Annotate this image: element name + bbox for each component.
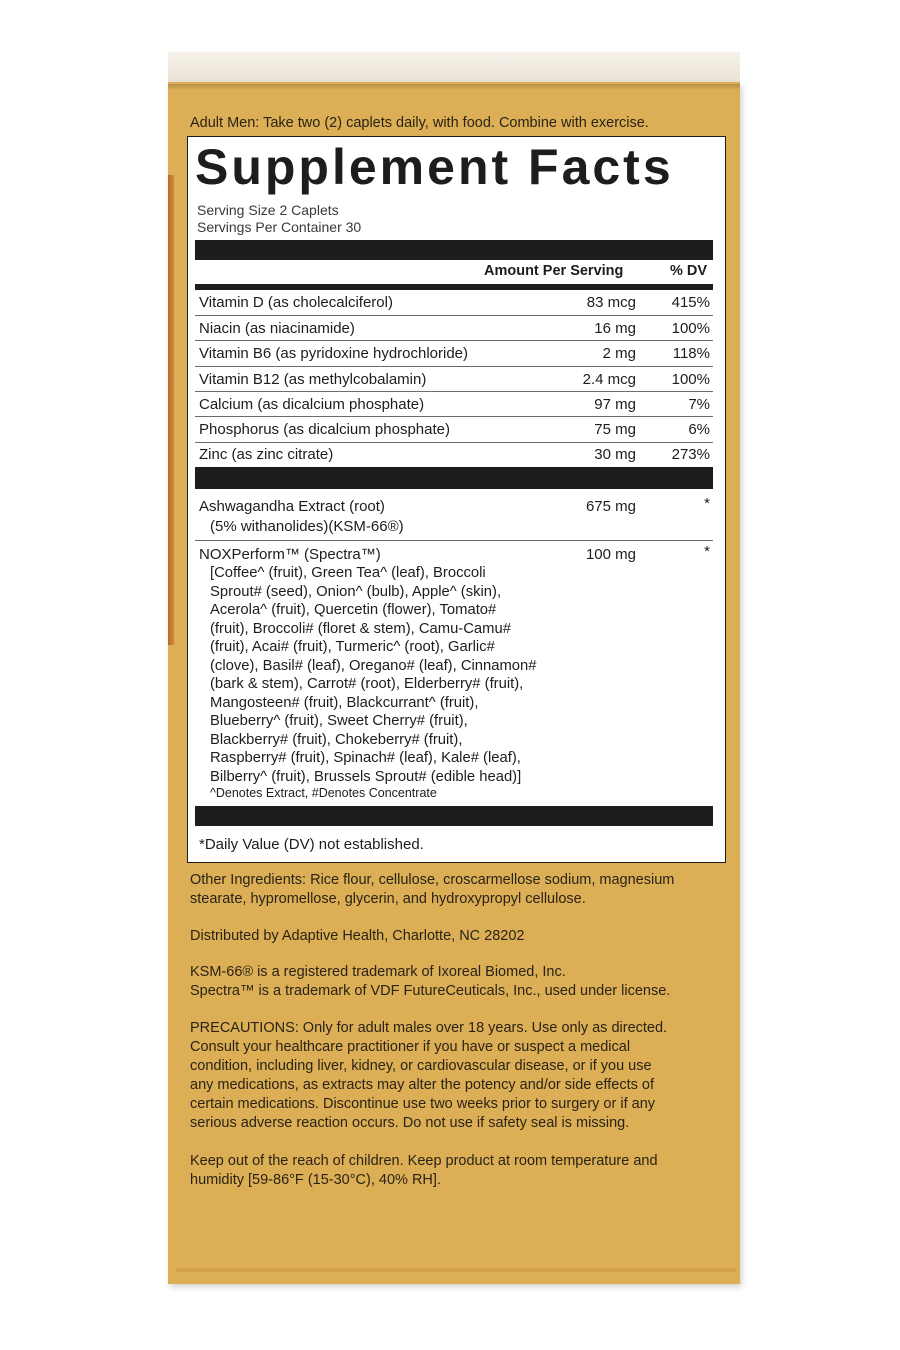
header-amount-per-serving: Amount Per Serving	[484, 263, 624, 279]
blend-ingredient-list	[210, 564, 537, 786]
precautions-line: PRECAUTIONS: Only for adult males over 18 years. Use only as directed.	[190, 1020, 668, 1036]
row-divider	[195, 442, 713, 443]
servings-per-container: Servings Per Container 30	[197, 219, 362, 235]
nutrient-name: Vitamin B12 (as methylcobalamin)	[199, 371, 427, 388]
thick-divider-top	[195, 240, 713, 260]
precautions-line: any medications, as extracts may alter the potency and/or side effects of	[190, 1077, 654, 1093]
row-divider	[195, 340, 713, 341]
storage-line: humidity [59-86°F (15-30°C), 40% RH].	[190, 1172, 441, 1188]
nutrient-dv: 100%	[671, 371, 710, 388]
nutrient-name: Vitamin B6 (as pyridoxine hydrochloride)	[199, 345, 469, 362]
box-top-shadow	[168, 84, 740, 90]
blend-line: Blueberry^ (fruit), Sweet Cherry# (fruit),	[210, 713, 468, 729]
thick-divider-middle	[195, 467, 713, 489]
precautions-line: Consult your healthcare practitioner if you have or suspect a medical	[190, 1039, 631, 1055]
blend-line: [Coffee^ (fruit), Green Tea^ (leaf), Broccoli	[210, 565, 486, 581]
blend-line: (clove), Basil# (leaf), Oregano# (leaf), Cinnamon#	[210, 657, 537, 674]
trademark-line: KSM-66® is a registered trademark of Ixoreal Biomed, Inc.	[190, 964, 566, 980]
trademark-line: Spectra™ is a trademark of VDF FutureCeuticals, Inc., used under license.	[190, 983, 671, 999]
directions-text: Adult Men: Take two (2) caplets daily, with food. Combine with exercise.	[190, 115, 649, 131]
nutrient-amount: 83 mcg	[586, 294, 636, 311]
nutrient-amount: 2.4 mcg	[582, 371, 636, 388]
nutrient-amount: 75 mg	[594, 421, 636, 438]
row-divider	[195, 315, 713, 316]
nutrient-name: Calcium (as dicalcium phosphate)	[199, 396, 425, 413]
ashwagandha-name: Ashwagandha Extract (root)	[199, 498, 385, 515]
nutrient-dv: 118%	[672, 345, 710, 362]
precautions-line: certain medications. Discontinue use two weeks prior to surgery or if any	[190, 1096, 656, 1112]
blend-footnote: ^Denotes Extract, #Denotes Concentrate	[210, 786, 437, 800]
blend-dv: *	[704, 543, 710, 560]
row-divider	[195, 366, 713, 367]
precautions	[190, 1019, 667, 1133]
nutrient-name: Vitamin D (as cholecalciferol)	[199, 294, 393, 311]
precautions-line: serious adverse reaction occurs. Do not use if safety seal is missing.	[190, 1115, 630, 1131]
nutrient-dv: 415%	[671, 294, 710, 311]
distributor-text: Distributed by Adaptive Health, Charlotte, NC 28202	[190, 928, 525, 944]
nutrient-dv: 7%	[688, 396, 710, 413]
storage-line: Keep out of the reach of children. Keep product at room temperature and	[190, 1153, 658, 1169]
nutrient-name: Niacin (as niacinamide)	[199, 320, 355, 337]
nutrient-dv: 100%	[671, 320, 710, 337]
nutrient-amount: 30 mg	[594, 446, 636, 463]
blend-line: (fruit), Acai# (fruit), Turmeric^ (root), Garlic#	[210, 639, 495, 655]
storage-warning	[190, 1152, 658, 1190]
nutrient-amount: 97 mg	[594, 396, 636, 413]
row-divider	[195, 416, 713, 417]
other-ingredients-line: stearate, hypromellose, glycerin, and hydroxypropyl cellulose.	[190, 891, 586, 907]
nutrient-name: Zinc (as zinc citrate)	[199, 446, 334, 463]
blend-line: Acerola^ (fruit), Quercetin (flower), Tomato#	[210, 602, 497, 618]
row-divider	[195, 540, 713, 541]
header-divider	[195, 284, 713, 290]
blend-name: NOXPerform™ (Spectra™)	[199, 546, 381, 563]
blend-line: Blackberry# (fruit), Chokeberry# (fruit),	[210, 731, 463, 748]
thick-divider-bottom	[195, 806, 713, 826]
blend-line: Raspberry# (fruit), Spinach# (leaf), Kale# (leaf),	[210, 750, 521, 766]
supplement-facts-title: Supplement Facts	[195, 139, 674, 195]
daily-value-note: *Daily Value (DV) not established.	[199, 836, 424, 853]
nutrient-dv: 273%	[671, 446, 710, 463]
blend-line: (fruit), Broccoli# (floret & stem), Camu-Camu#	[210, 620, 511, 637]
blend-amount: 100 mg	[585, 546, 636, 563]
box-bottom-crease	[176, 1268, 736, 1272]
trademark-notice	[190, 963, 670, 1001]
nutrient-name: Phosphorus (as dicalcium phosphate)	[199, 421, 450, 438]
ashwagandha-dv: *	[704, 495, 710, 512]
blend-line: Sprout# (seed), Onion^ (bulb), Apple^ (skin),	[210, 583, 502, 600]
header-percent-dv: % DV	[670, 263, 708, 279]
nutrient-dv: 6%	[688, 421, 710, 438]
other-ingredients	[190, 871, 674, 909]
ashwagandha-detail: (5% withanolides)(KSM-66®)	[210, 518, 404, 535]
blend-line: Bilberry^ (fruit), Brussels Sprout# (edible head)]	[210, 768, 522, 785]
precautions-line: condition, including liver, kidney, or cardiovascular disease, or if you use	[190, 1058, 652, 1074]
ashwagandha-amount: 675 mg	[585, 498, 636, 515]
blend-line: Mangosteen# (fruit), Blackcurrant^ (fruit),	[210, 694, 479, 711]
blend-line: (bark & stem), Carrot# (root), Elderberry# (fruit),	[210, 676, 524, 692]
other-ingredients-line: Other Ingredients: Rice flour, cellulose, croscarmellose sodium, magnesium	[190, 872, 675, 888]
row-divider	[195, 391, 713, 392]
nutrient-amount: 16 mg	[594, 320, 636, 337]
serving-size: Serving Size 2 Caplets	[197, 202, 339, 218]
nutrient-amount: 2 mg	[602, 345, 636, 362]
box-edge-strip	[168, 175, 174, 645]
serving-info	[197, 202, 361, 236]
